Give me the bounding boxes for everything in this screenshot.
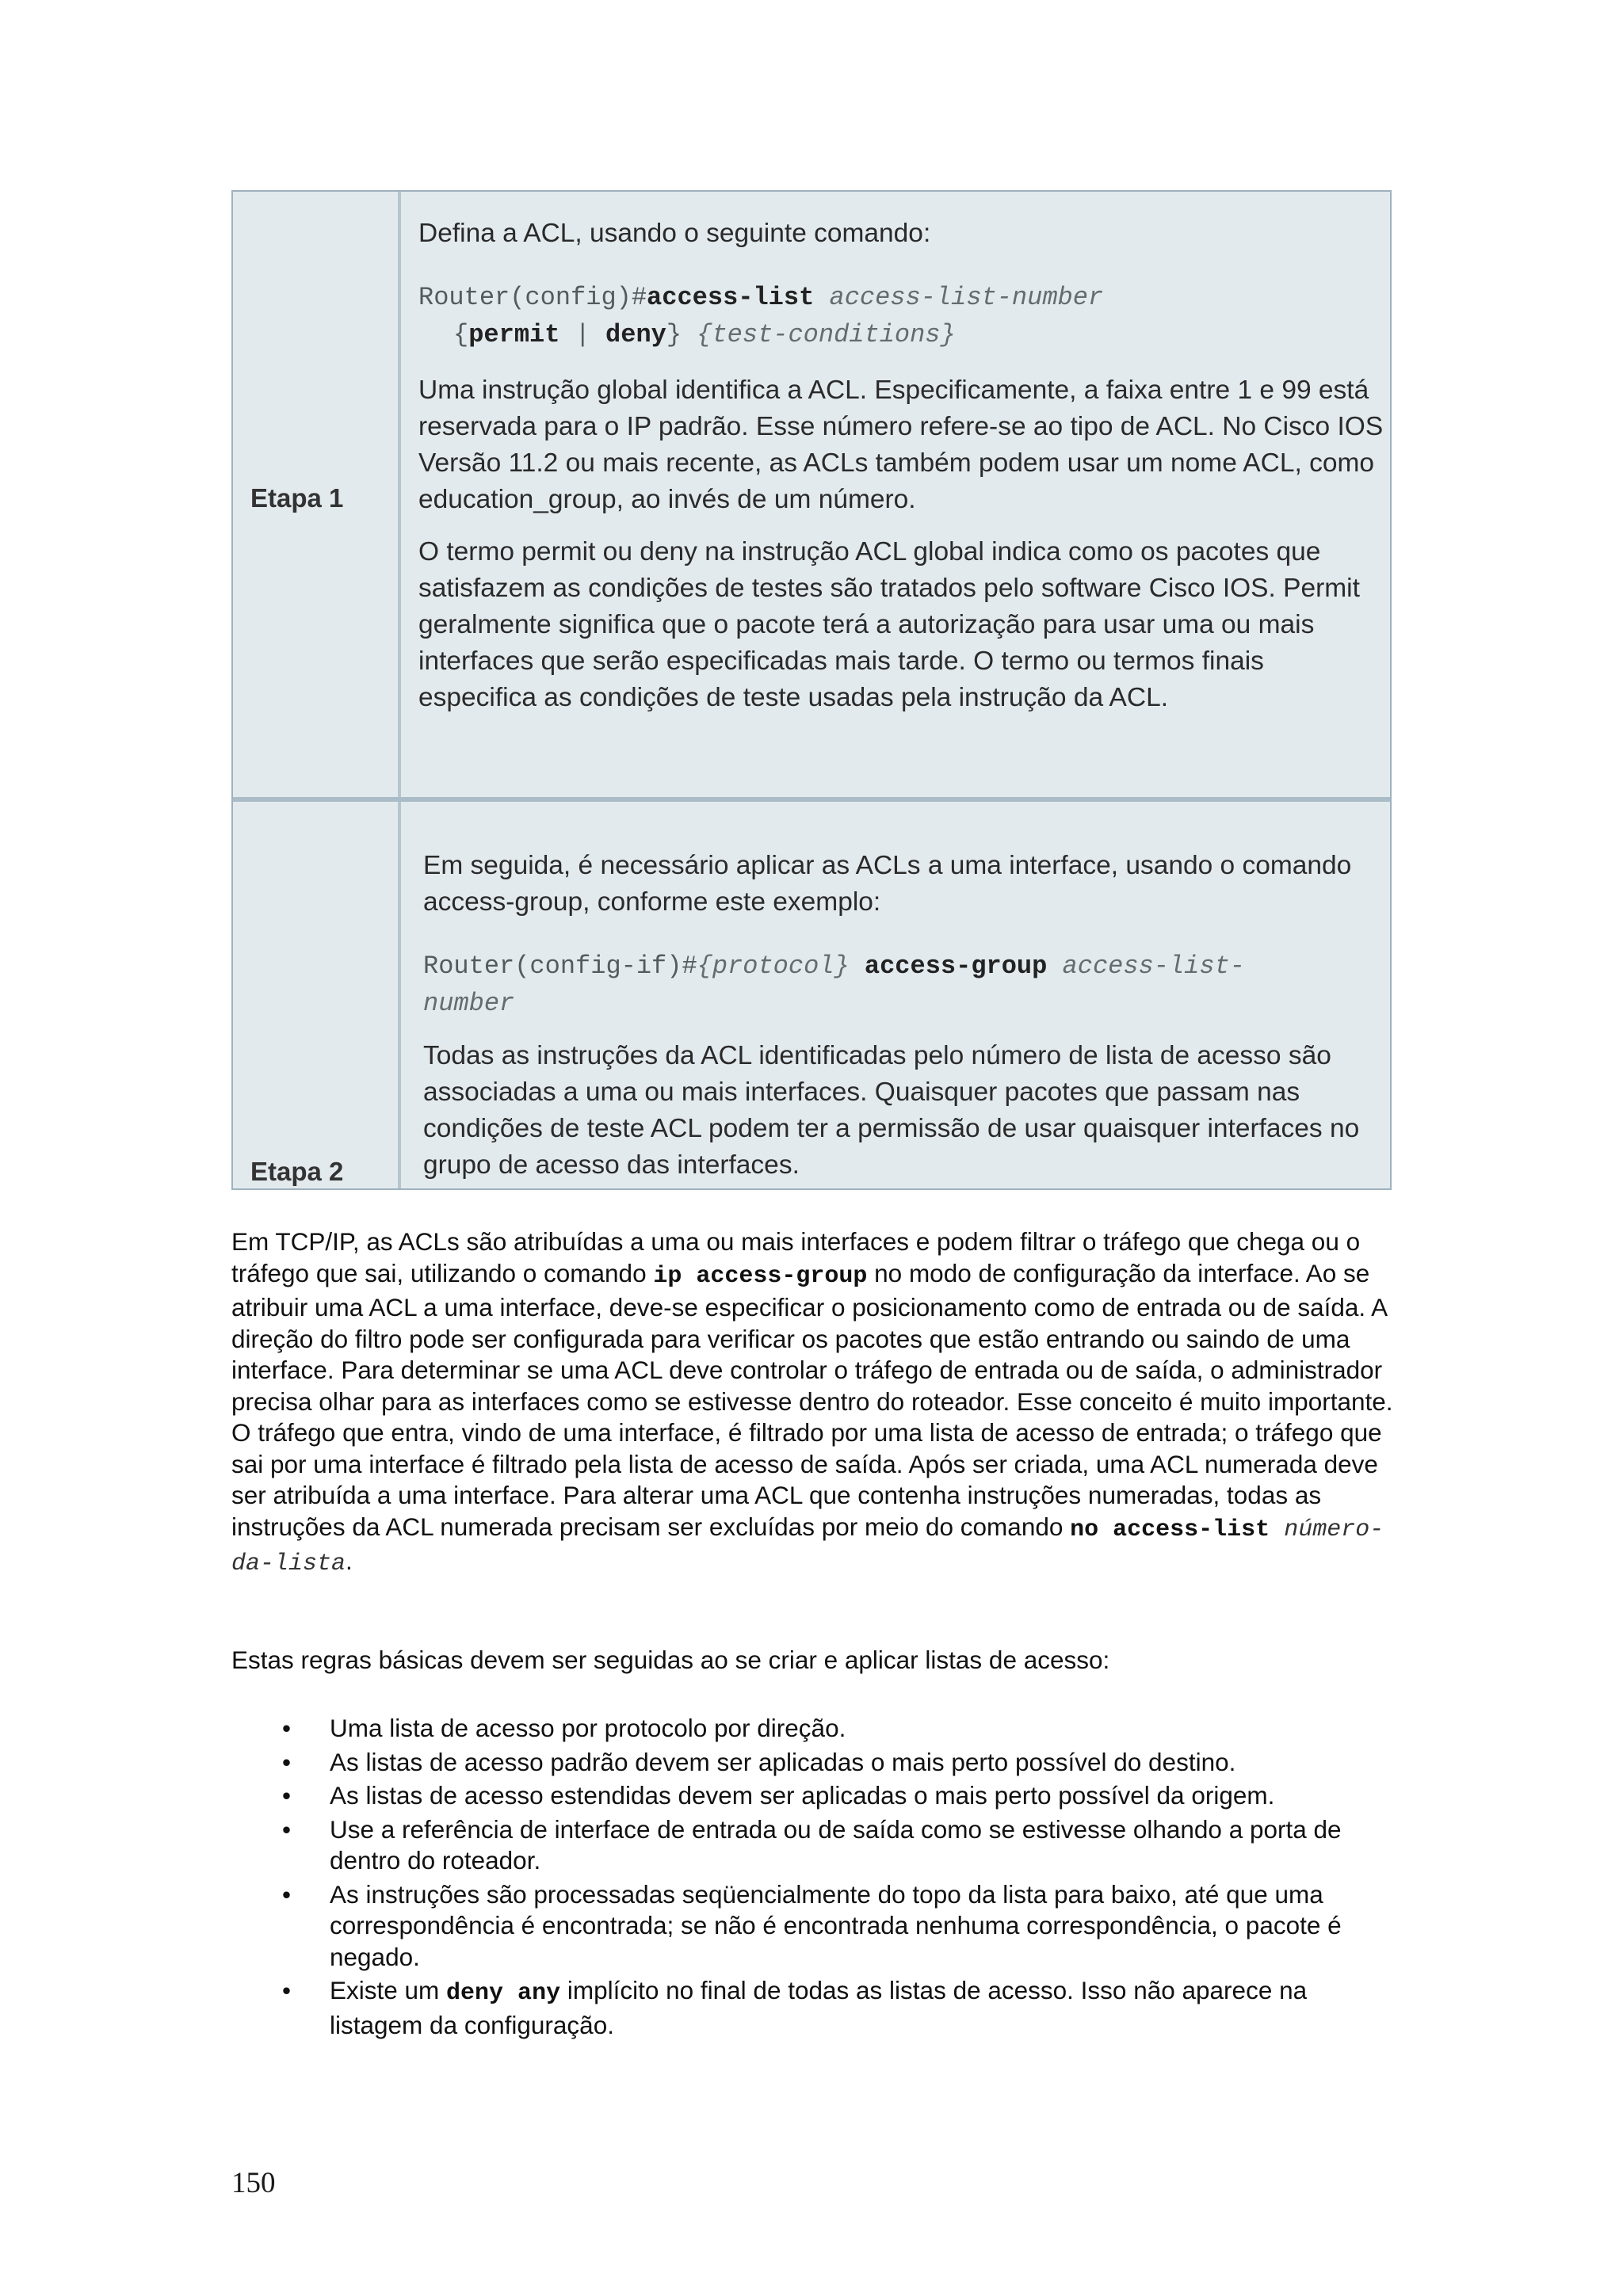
code-argument: access-list-number xyxy=(829,283,1104,312)
step-row-1 xyxy=(233,192,1390,799)
code-line xyxy=(423,985,1385,1022)
inline-code: no access-list xyxy=(1070,1516,1270,1543)
list-item xyxy=(231,1879,1398,1974)
step-body xyxy=(423,848,1385,1184)
code-line xyxy=(418,316,1385,353)
code-access-group xyxy=(423,948,1385,1022)
text-run: . xyxy=(346,1547,353,1575)
code-pipe: | xyxy=(559,320,606,349)
code-keyword-deny: deny xyxy=(605,320,666,349)
page-number: 150 xyxy=(231,2167,276,2199)
list-item-text: As listas de acesso estendidas devem ser aplicadas o mais perto possível da origem. xyxy=(330,1781,1275,1810)
code-line xyxy=(418,279,1385,316)
step-intro: Defina a ACL, usando o seguinte comando: xyxy=(418,219,931,248)
code-argument: number xyxy=(423,989,515,1018)
step-paragraph: Todas as instruções da ACL identificadas pelo número de lista de acesso são associadas a uma ou mais interfaces. Quaisquer pacotes que passam nas condições de teste ACL podem ter a permissão de usar quaisquer interfaces no grupo de acesso das interfaces. xyxy=(423,1041,1360,1180)
inline-code: deny any xyxy=(446,1980,561,2007)
step-label: Etapa 1 xyxy=(250,483,344,513)
code-brace: } xyxy=(666,320,682,349)
list-item xyxy=(231,1747,1398,1779)
code-line xyxy=(423,948,1385,985)
bullet-icon: • xyxy=(282,1714,292,1742)
rules-intro xyxy=(231,1645,1398,1676)
step-paragraph: O termo permit ou deny na instrução ACL global indica como os pacotes que satisfazem as condições de testes são tratados pelo software Cisco IOS. Permit geralmente significa que o pacote terá a autorização para usar uma ou mais interfaces que serão especificadas mais tarde. O termo ou termos finais especifica as condições de teste usadas pela instrução da ACL. xyxy=(418,537,1360,712)
rules-list xyxy=(231,1713,1398,2043)
inline-code: ip access-group xyxy=(653,1262,868,1290)
paragraph-text xyxy=(231,1226,1398,1581)
bullet-icon: • xyxy=(282,1747,292,1776)
list-item xyxy=(231,1814,1398,1877)
code-argument: {test-conditions} xyxy=(697,320,956,349)
step-body xyxy=(418,215,1385,716)
code-keyword-permit: permit xyxy=(468,320,560,349)
text-run: Existe um xyxy=(330,1976,447,2004)
code-keyword: access-list xyxy=(647,283,815,312)
step-label: Etapa 2 xyxy=(250,1157,344,1186)
step-paragraph: Uma instrução global identifica a ACL. Especificamente, a faixa entre 1 e 99 está reservada para o IP padrão. Esse número refere-se ao tipo de ACL. No Cisco IOS Versão 11.2 ou mais recente, as ACLs também podem usar um nome ACL, como education_group, ao invés de um número. xyxy=(418,376,1384,514)
code-brace: { xyxy=(453,320,469,349)
list-item-text: As listas de acesso padrão devem ser aplicadas o mais perto possível do destino. xyxy=(330,1747,1236,1776)
list-item-text: Uma lista de acesso por protocolo por direção. xyxy=(330,1714,846,1742)
code-protocol: {protocol} xyxy=(697,952,850,981)
paragraph-text: Estas regras básicas devem ser seguidas ao se criar e aplicar listas de acesso: xyxy=(231,1646,1110,1674)
code-argument: access-list- xyxy=(1062,952,1245,981)
step-row-2 xyxy=(233,802,1390,1188)
list-item xyxy=(231,1713,1398,1745)
list-item xyxy=(231,1975,1398,2041)
inline-code-argument: número-da-lista xyxy=(231,1516,1384,1577)
code-prompt: Router(config)# xyxy=(418,283,647,312)
bullet-icon: • xyxy=(282,1814,292,1844)
bullet-icon: • xyxy=(282,1976,292,2004)
acl-steps-table xyxy=(231,190,1392,1190)
bullet-icon: • xyxy=(282,1781,292,1810)
list-item-text: As instruções são processadas seqüencialmente do topo da lista para baixo, até que uma correspondência é encontrada; se não é encontrada nenhuma correspondência, o pacote é negado. xyxy=(330,1879,1342,1971)
text-run: no modo de configuração da interface. Ao se atribuir uma ACL a uma interface, deve-se especificar o posicionamento como de entrada ou de saída. A direção do filtro pode ser configurada para verificar os pacotes que estão entrando ou saindo de uma interface. Para determinar se uma ACL deve controlar o tráfego de entrada ou de saída, o administrador precisa olhar para as interfaces como se estivesse dentro do roteador. Esse conceito é muito importante. O tráfego que entra, vindo de uma interface, é filtrado por uma lista de acesso de entrada; o tráfego que sai por uma interface é filtrado pela lista de acesso de saída. Após ser criada, uma ACL numerada deve ser atribuída a uma interface. Para alterar uma ACL que contenha instruções numeradas, todas as instruções da ACL numerada precisam ser excluídas por meio do comando xyxy=(231,1258,1393,1541)
code-keyword: access-group xyxy=(864,952,1048,981)
code-prompt: Router(config-if)# xyxy=(423,952,697,981)
step-intro: Em seguida, é necessário aplicar as ACLs a uma interface, usando o comando access-group, conforme este exemplo: xyxy=(423,851,1352,917)
text-run: Em TCP/IP, as ACLs são atribuídas a uma ou mais interfaces e podem filtrar o tráfego que chega ou o tráfego que sai, utilizando o comando xyxy=(231,1227,1361,1287)
code-access-list xyxy=(418,279,1385,353)
list-item xyxy=(231,1780,1398,1812)
list-item-text: Use a referência de interface de entrada ou de saída como se estivesse olhando a porta de dentro do roteador. xyxy=(330,1814,1342,1875)
main-paragraph xyxy=(231,1226,1398,1581)
text-run: implícito no final de todas as listas de acesso. Isso não aparece na listagem da configuração. xyxy=(330,1976,1308,2039)
bullet-icon: • xyxy=(282,1879,292,1909)
